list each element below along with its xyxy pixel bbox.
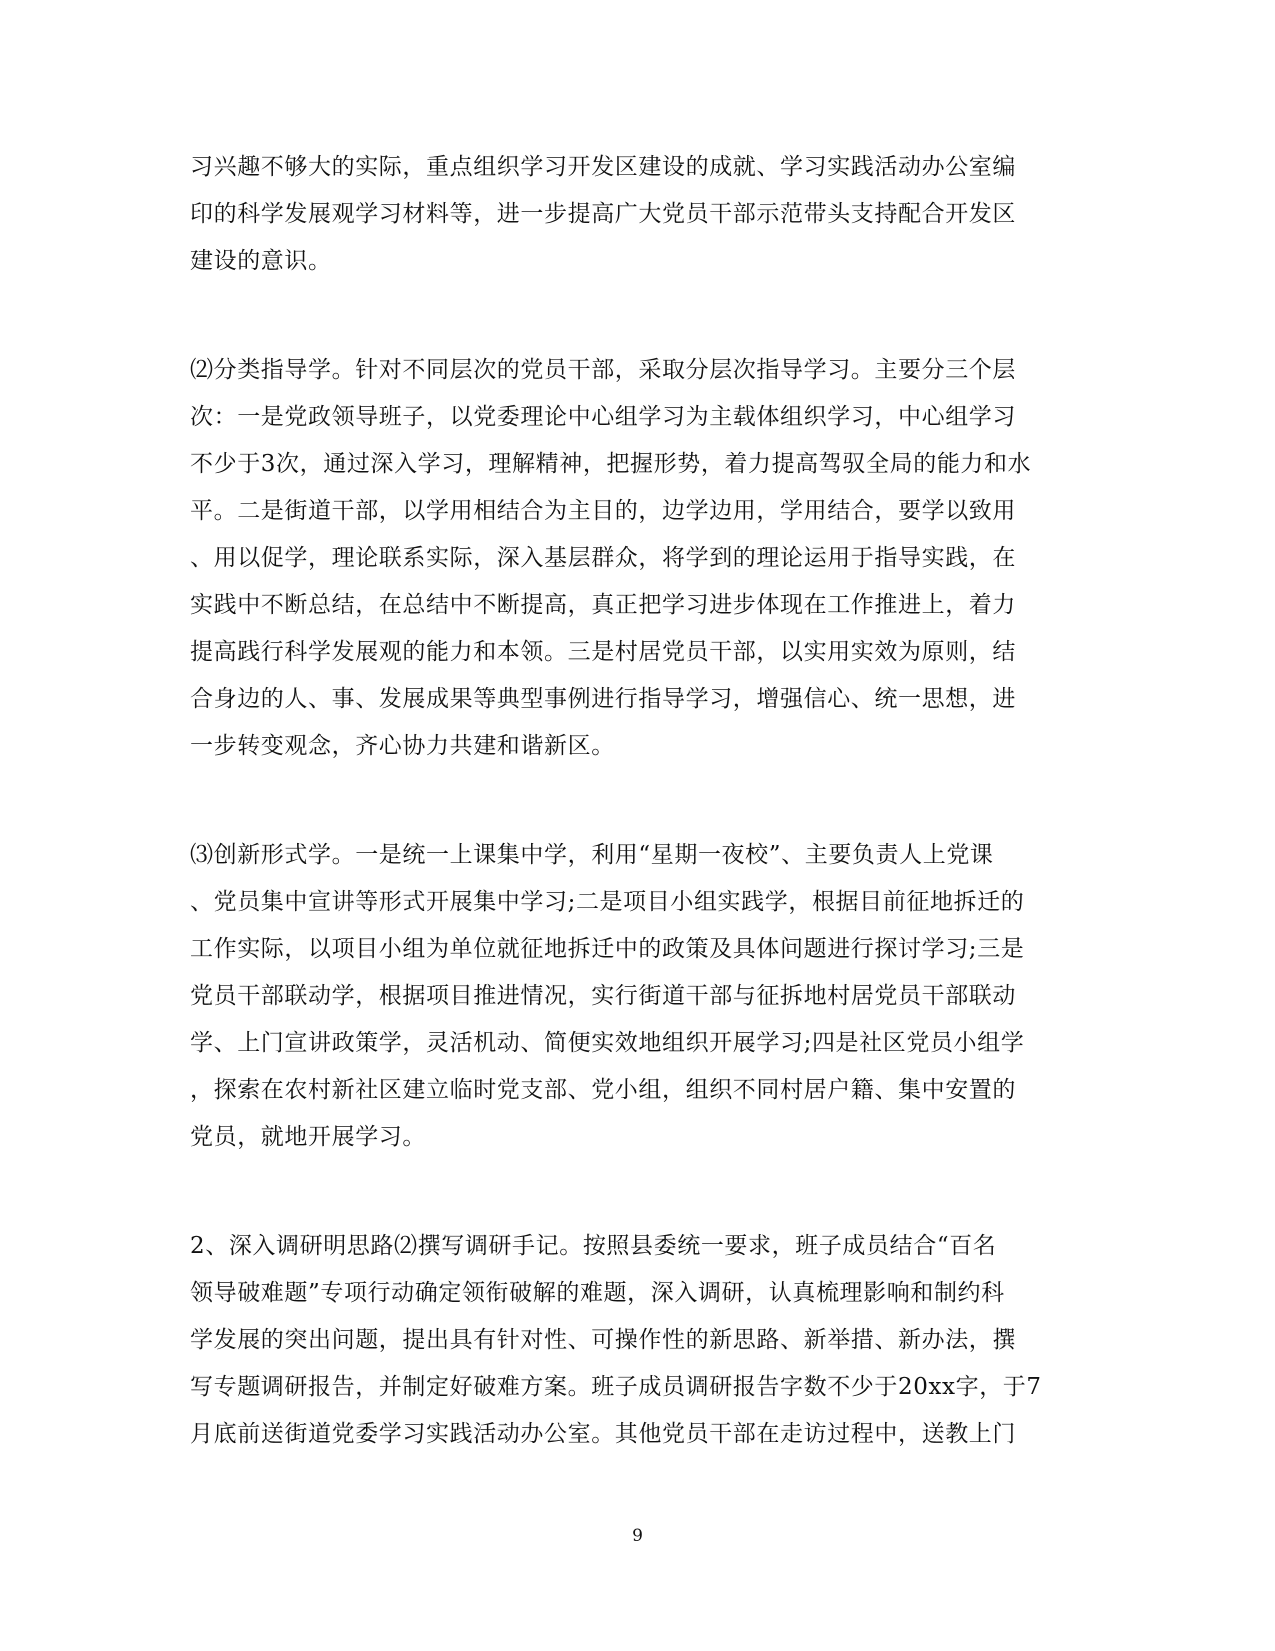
paragraph-2-line-6: 实践中不断总结，在总结中不断提高，真正把学习进步体现在工作推进上，着力 [190,592,1016,618]
paragraph-3-line-3: 工作实际，以项目小组为单位就征地拆迁中的政策及具体问题进行探讨学习;三是 [190,936,1025,962]
paragraph-1-line-1: 习兴趣不够大的实际，重点组织学习开发区建设的成就、学习实践活动办公室编 [190,154,1016,180]
paragraph-2-line-5: 、用以促学，理论联系实际，深入基层群众，将学到的理论运用于指导实践，在 [190,545,1016,571]
paragraph-2-line-8: 合身边的人、事、发展成果等典型事例进行指导学习，增强信心、统一思想，进 [190,686,1016,712]
paragraph-3-line-7: 党员，就地开展学习。 [190,1124,426,1150]
page-number: 9 [632,1526,643,1546]
paragraph-3-line-4: 党员干部联动学，根据项目推进情况，实行街道干部与征拆地村居党员干部联动 [190,983,1016,1009]
paragraph-1-line-3: 建设的意识。 [190,248,332,274]
paragraph-4-line-1: 2、深入调研明思路⑵撰写调研手记。按照县委统一要求，班子成员结合“百名 [190,1233,997,1259]
paragraph-4-line-5: 月底前送街道党委学习实践活动办公室。其他党员干部在走访过程中，送教上门 [190,1421,1016,1447]
paragraph-2-line-3: 不少于3次，通过深入学习，理解精神，把握形势，着力提高驾驭全局的能力和水 [190,451,1032,477]
paragraph-4-line-3: 学发展的突出问题，提出具有针对性、可操作性的新思路、新举措、新办法，撰 [190,1327,1016,1353]
paragraph-2-line-7: 提高践行科学发展观的能力和本领。三是村居党员干部，以实用实效为原则，结 [190,639,1016,665]
paragraph-4-line-2: 领导破难题”专项行动确定领衔破解的难题，深入调研，认真梳理影响和制约科 [190,1280,1005,1306]
paragraph-3-line-5: 学、上门宣讲政策学，灵活机动、简便实效地组织开展学习;四是社区党员小组学 [190,1030,1025,1056]
paragraph-3-line-6: ，探索在农村新社区建立临时党支部、党小组，组织不同村居户籍、集中安置的 [190,1077,1016,1103]
paragraph-2-line-4: 平。二是街道干部，以学用相结合为主目的，边学边用，学用结合，要学以致用 [190,498,1016,524]
paragraph-2-line-9: 一步转变观念，齐心协力共建和谐新区。 [190,733,615,759]
paragraph-2-line-1: ⑵分类指导学。针对不同层次的党员干部，采取分层次指导学习。主要分三个层 [190,357,1016,383]
paragraph-3-line-1: ⑶创新形式学。一是统一上课集中学，利用“星期一夜校”、主要负责人上党课 [190,842,994,868]
paragraph-4-line-4: 写专题调研报告，并制定好破难方案。班子成员调研报告字数不少于20xx字，于7 [190,1374,1042,1400]
paragraph-2-line-2: 次：一是党政领导班子，以党委理论中心组学习为主载体组织学习，中心组学习 [190,404,1016,430]
paragraph-3-line-2: 、党员集中宣讲等形式开展集中学习;二是项目小组实践学，根据目前征地拆迁的 [190,889,1025,915]
paragraph-1-line-2: 印的科学发展观学习材料等，进一步提高广大党员干部示范带头支持配合开发区 [190,201,1016,227]
